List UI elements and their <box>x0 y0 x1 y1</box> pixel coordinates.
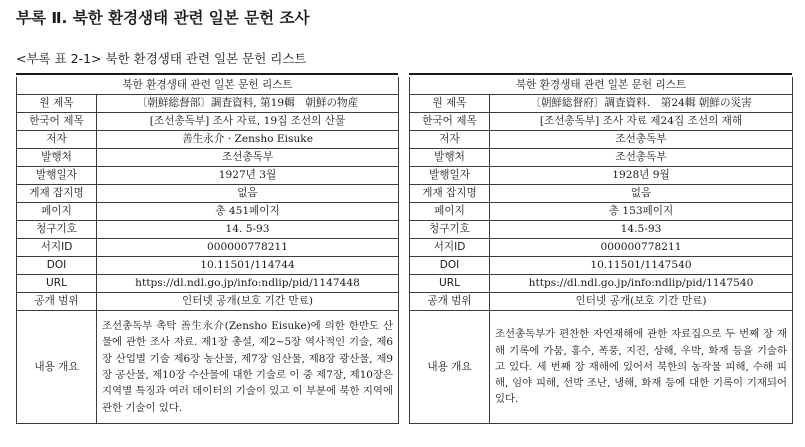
journal-label: 게재 잡지명 <box>410 185 490 203</box>
table-row <box>410 293 793 311</box>
table-title-row <box>410 77 793 95</box>
table-row <box>410 239 793 257</box>
doi-label: DOI <box>410 257 490 275</box>
table-title-row <box>17 77 399 95</box>
table-row <box>410 311 793 424</box>
pages-value: 총 153페이지 <box>490 203 793 221</box>
doi-value: 10.11501/114744 <box>97 257 399 275</box>
journal-value: 없음 <box>97 185 399 203</box>
url-value: https://dl.ndl.go.jp/info:ndlip/pid/1147540 <box>490 275 793 293</box>
table-row <box>410 149 793 167</box>
publisher-value: 조선총독부 <box>490 149 793 167</box>
access-label: 공개 범위 <box>410 293 490 311</box>
summary-label: 내용 개요 <box>17 311 97 424</box>
date-label: 발행일자 <box>17 167 97 185</box>
date-value: 1928년 9월 <box>490 167 793 185</box>
table-row <box>17 293 399 311</box>
table-row <box>410 257 793 275</box>
access-value: 인터넷 공개(보호 기간 만료) <box>97 293 399 311</box>
table-row <box>17 185 399 203</box>
bib-id-label: 서지ID <box>17 239 97 257</box>
table-row <box>410 167 793 185</box>
call-number-label: 청구기호 <box>17 221 97 239</box>
summary-value: 조선총독부가 편찬한 자연재해에 관한 자료집으로 두 번째 장 재해 기록에 가뭄, 홍수, 폭풍, 지진, 상해, 우박, 화재 등을 기술하고 있다. 세 번째 장 재해에 있어서 북한의 농작물 피해, 수해 피해, 임야 피해, 선박 조난, 냉해, 화재 등에 대한 기록이 기재되어 있다. <box>490 311 793 424</box>
table-row <box>410 113 793 131</box>
literature-table-left <box>16 77 399 424</box>
table-row <box>410 131 793 149</box>
access-label: 공개 범위 <box>17 293 97 311</box>
table-row <box>17 221 399 239</box>
author-value: 조선총독부 <box>490 131 793 149</box>
table-row <box>17 203 399 221</box>
table-top-rule-left <box>16 73 398 75</box>
summary-label: 내용 개요 <box>410 311 490 424</box>
appendix-heading: 부록 Ⅱ. 북한 환경생태 관련 일본 문헌 조사 <box>16 9 310 27</box>
korean-title-value: [조선총독부] 조사 자료, 19집 조선의 산물 <box>97 113 399 131</box>
literature-table-right <box>409 77 793 424</box>
table-row <box>17 167 399 185</box>
publisher-label: 발행처 <box>17 149 97 167</box>
table-row <box>17 239 399 257</box>
table-row <box>17 275 399 293</box>
publisher-value: 조선총독부 <box>97 149 399 167</box>
table-row <box>17 113 399 131</box>
table-row <box>17 257 399 275</box>
bib-id-label: 서지ID <box>410 239 490 257</box>
table-row <box>17 131 399 149</box>
table-row <box>410 275 793 293</box>
table-row <box>17 311 399 424</box>
bib-id-value: 000000778211 <box>490 239 793 257</box>
date-value: 1927년 3월 <box>97 167 399 185</box>
publisher-label: 발행처 <box>410 149 490 167</box>
doi-value: 10.11501/1147540 <box>490 257 793 275</box>
table-row <box>410 203 793 221</box>
table-title: 북한 환경생태 관련 일본 문헌 리스트 <box>410 77 793 95</box>
author-value: 善生永介 · Zensho Eisuke <box>97 131 399 149</box>
table-top-rule-right <box>409 73 792 75</box>
date-label: 발행일자 <box>410 167 490 185</box>
pages-label: 페이지 <box>410 203 490 221</box>
access-value: 인터넷 공개(보호 기간 만료) <box>490 293 793 311</box>
call-number-value: 14.5-93 <box>490 221 793 239</box>
call-number-value: 14. 5-93 <box>97 221 399 239</box>
korean-title-value: [조선총독부] 조사 자료 제24집 조선의 재해 <box>490 113 793 131</box>
summary-value: 조선총독부 촉탁 善生永介(Zensho Eisuke)에 의한 한반도 산물에 관한 조사 자료. 제1장 총설, 제2~5장 역사적인 기술, 제6장 산업별 기술 제6장 농산물, 제7장 임산물, 제8장 광산물, 제9장 공산물, 제10장 수산물에 대한 기술로 이 중 제7장, 제10장은 지역별 특징과 여러 데이터의 기술이 있고 이 부분에 북한 지역에 관한 기술이 있다. <box>97 311 399 424</box>
pages-label: 페이지 <box>17 203 97 221</box>
call-number-label: 청구기호 <box>410 221 490 239</box>
original-title-label: 원 제목 <box>410 95 490 113</box>
table-title: 북한 환경생태 관련 일본 문헌 리스트 <box>17 77 399 95</box>
original-title-label: 원 제목 <box>17 95 97 113</box>
table-row <box>17 95 399 113</box>
korean-title-label: 한국어 제목 <box>410 113 490 131</box>
url-value: https://dl.ndl.go.jp/info:ndlip/pid/1147448 <box>97 275 399 293</box>
table-row <box>410 95 793 113</box>
author-label: 저자 <box>17 131 97 149</box>
korean-title-label: 한국어 제목 <box>17 113 97 131</box>
url-label: URL <box>17 275 97 293</box>
author-label: 저자 <box>410 131 490 149</box>
bib-id-value: 000000778211 <box>97 239 399 257</box>
table-row <box>410 185 793 203</box>
table-caption: <부록 표 2-1> 북한 환경생태 관련 일본 문헌 리스트 <box>16 51 307 66</box>
original-title-value: 〔朝鮮総督部〕調査資料, 第19輯 朝鮮の物産 <box>97 95 399 113</box>
pages-value: 총 451페이지 <box>97 203 399 221</box>
url-label: URL <box>410 275 490 293</box>
table-row <box>17 149 399 167</box>
original-title-value: 〔朝鮮総督府〕調査資料. 第24輯 朝鮮の災害 <box>490 95 793 113</box>
journal-value: 없음 <box>490 185 793 203</box>
journal-label: 게재 잡지명 <box>17 185 97 203</box>
doi-label: DOI <box>17 257 97 275</box>
table-row <box>410 221 793 239</box>
